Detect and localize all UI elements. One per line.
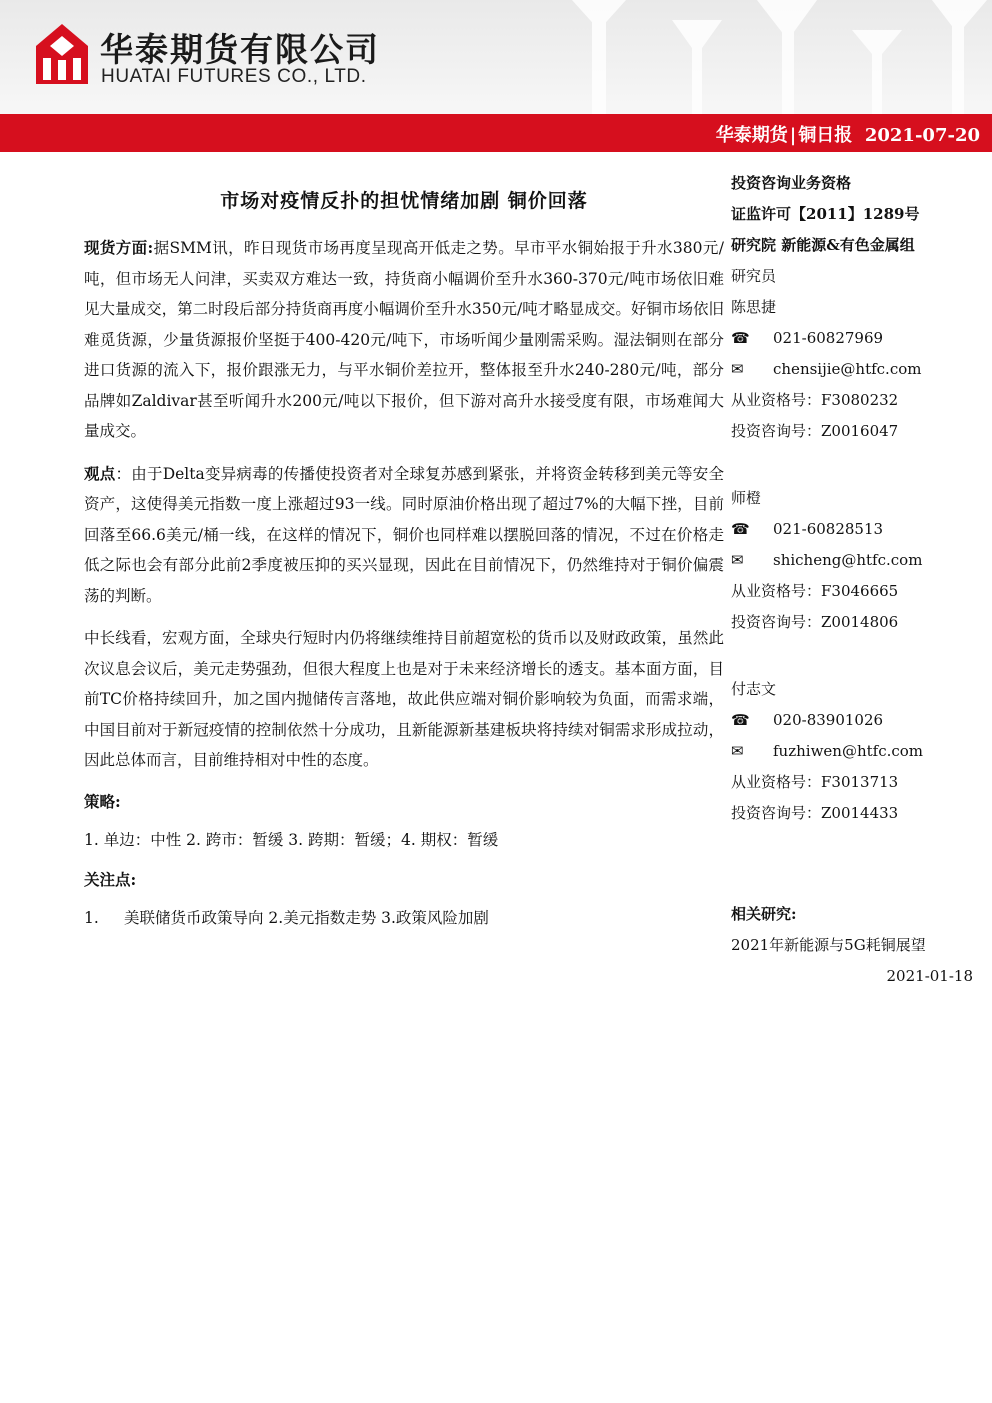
article-body [84, 172, 724, 946]
separator: | [789, 125, 797, 146]
report-type: 铜日报 [798, 125, 853, 146]
strategy-text: 1. 单边：中性 2. 跨市：暂缓 3. 跨期：暂缓；4. 期权：暂缓 [84, 830, 499, 849]
analyst-name: 付志文 [731, 680, 777, 698]
analyst-cert: 从业资格号：F3013713 [731, 773, 899, 791]
focus-number: 1. [84, 908, 99, 927]
focus-item [84, 906, 724, 928]
analyst-cert: 从业资格号：F3046665 [731, 582, 899, 600]
huatai-logo-icon [34, 22, 90, 86]
analyst-advisory: 投资咨询号：Z0016047 [731, 422, 899, 440]
analyst-card [731, 674, 981, 829]
analyst-card [731, 483, 981, 638]
analyst-email[interactable]: shicheng@htfc.com [773, 551, 923, 569]
analyst-phone: 021-60828513 [773, 520, 884, 538]
telephone-icon: ☎ [731, 711, 750, 729]
spot-label: 现货方面: [84, 238, 154, 257]
analyst-email[interactable]: fuzhiwen@htfc.com [773, 742, 924, 760]
telephone-icon: ☎ [731, 329, 750, 347]
report-date: 2021-07-20 [864, 125, 980, 146]
long-term-paragraph: 中长线看，宏观方面，全球央行短时内仍将继续维持目前超宽松的货币以及财政政策，虽然此次议息会议后，美元走势强劲，但很大程度上也是对于未来经济增长的透支。基本面方面，目前TC价格持续回升，加之国内抛储传言落地，故此供应端对铜价影响较为负面，而需求端，中国目前对于新冠疫情的控制依然十分成功，且新能源新基建板块将持续对铜需求形成拉动，因此总体而言，目前维持相对中性的态度。 [84, 629, 724, 769]
envelope-icon: ✉ [731, 360, 744, 378]
analyst-phone: 021-60827969 [773, 329, 884, 347]
envelope-icon: ✉ [731, 742, 744, 760]
company-name-cn: 华泰期货有限公司 [100, 30, 380, 69]
view-label: 观点 [84, 463, 116, 483]
related-title[interactable]: 2021年新能源与5G耗铜展望 [731, 936, 926, 954]
institute: 研究院 新能源&有色金属组 [731, 236, 915, 254]
spot-text: 据SMM讯，昨日现货市场再度呈现高开低走之势。早市平水铜始报于升水380元/吨，但市场无人问津，买卖双方难达一致，持货商小幅调价至升水360-370元/吨市场依旧难见大量成交，第二时段后部分持货商再度小幅调价至升水350元/吨才略显成交。好铜市场依旧难觅货源，少量货源报价坚挺于400-420元/吨下，市场听闻少量刚需采购。湿法铜则在部分进口货源的流入下，报价跟涨无力，与平水铜价差拉开，整体报至升水240-280元/吨，部分品牌如Zaldivar甚至听闻升水200元/吨以下报价，但下游对高升水接受度有限，市场难闻大量成交。 [84, 239, 724, 440]
analyst-cert: 从业资格号：F3080232 [731, 391, 899, 409]
related-heading: 相关研究: [731, 905, 797, 923]
related-date: 2021-01-18 [886, 967, 973, 985]
analyst-email[interactable]: chensijie@htfc.com [773, 360, 922, 378]
brand-label: 华泰期货 [715, 125, 788, 146]
envelope-icon: ✉ [731, 551, 744, 569]
article-title: 市场对疫情反扑的担忧情绪加剧 铜价回落 [220, 190, 588, 212]
view-paragraph [84, 459, 724, 612]
spot-paragraph [84, 233, 724, 447]
qualification: 投资咨询业务资格 [731, 174, 852, 192]
analyst-advisory: 投资咨询号：Z0014806 [731, 613, 899, 631]
analyst-advisory: 投资咨询号：Z0014433 [731, 804, 899, 822]
role-label: 研究员 [731, 267, 777, 285]
analyst-name: 陈思捷 [731, 298, 777, 316]
focus-text: 美联储货币政策导向 2.美元指数走势 3.政策风险加剧 [124, 908, 489, 927]
analyst-name: 师橙 [731, 489, 762, 507]
license-number: 证监许可【2011】1289号 [731, 205, 920, 223]
strategy-heading: 策略: [84, 791, 121, 811]
page-header [0, 0, 992, 114]
view-text: ：由于Delta变异病毒的传播使投资者对全球复苏感到紧张，并将资金转移到美元等安全资产，这使得美元指数一度上涨超过93一线。同时原油价格出现了超过7%的大幅下挫，目前回落至66.6美元/桶一线，在这样的情况下，铜价也同样难以摆脱回落的情况，不过在价格走低之际也会有部分此前2季度被压抑的买兴显现，因此在目前情况下，仍然维持对于铜价偏震荡的判断。 [84, 464, 724, 605]
sidebar [731, 168, 981, 992]
telephone-icon: ☎ [731, 520, 750, 538]
focus-heading: 关注点: [84, 869, 137, 889]
analyst-card [731, 292, 981, 447]
report-label [716, 121, 980, 147]
company-name-en: HUATAI FUTURES CO., LTD. [101, 66, 367, 87]
header-decoration [552, 0, 992, 114]
analyst-phone: 020-83901026 [773, 711, 884, 729]
